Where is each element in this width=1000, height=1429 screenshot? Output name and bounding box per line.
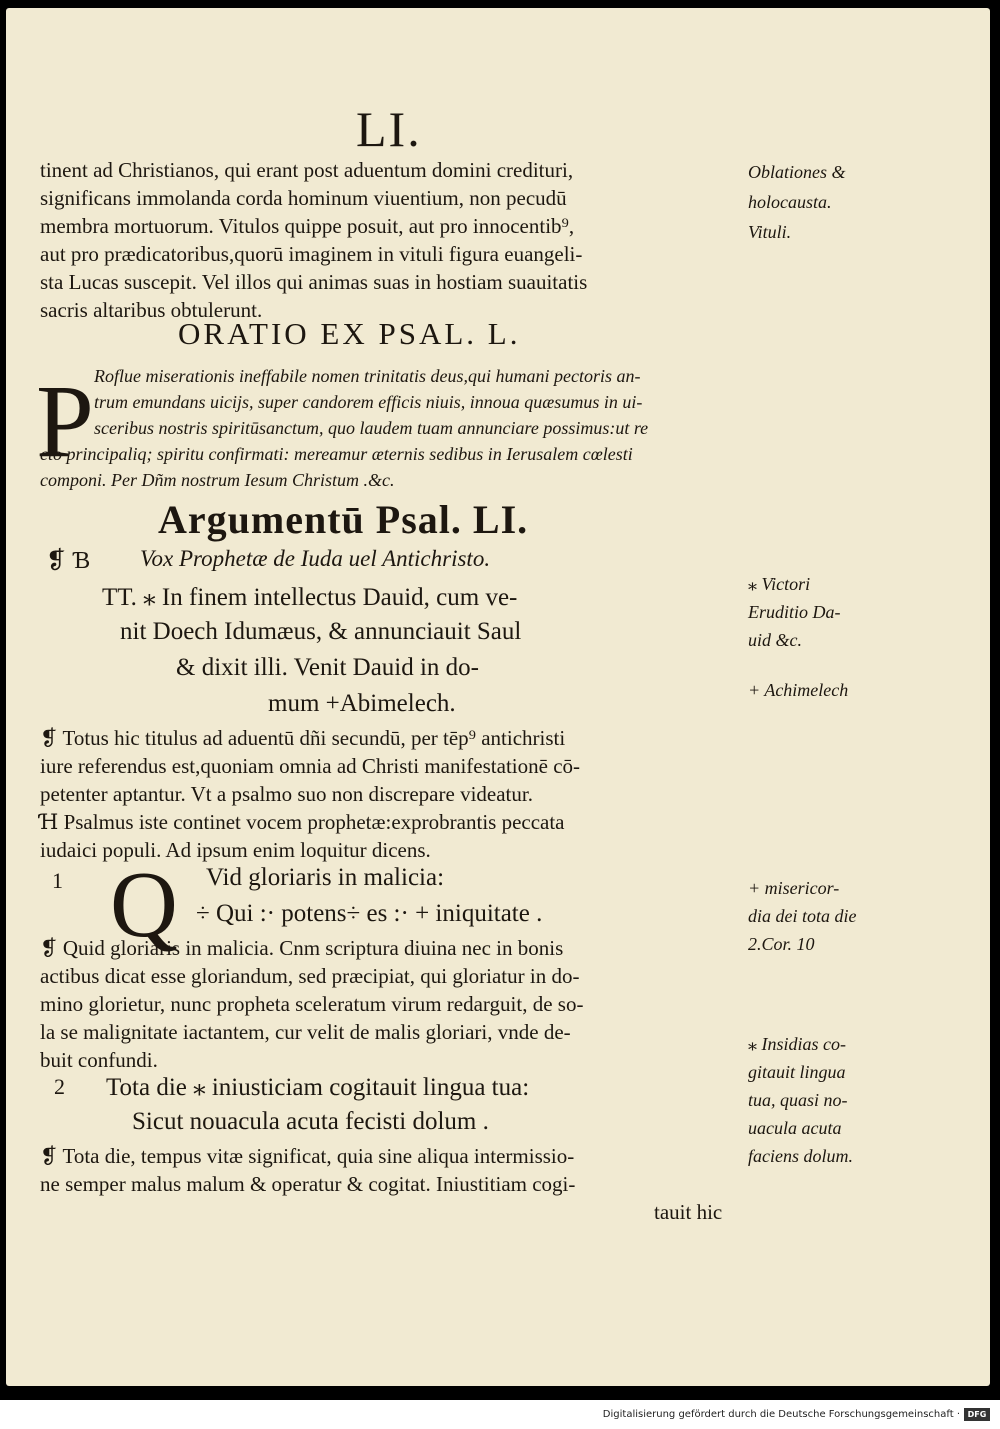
margin-note: + Achimelech [748, 680, 849, 700]
oration-initial: P [36, 364, 94, 479]
commentary-line: aut pro prædicatoribus,quorū imaginem in vituli figura euangeli- [40, 242, 583, 266]
argument-heading: Argumentū Psal. LI. [158, 497, 529, 542]
commentary-line: buit confundi. [40, 1048, 158, 1072]
book-page [6, 8, 990, 1386]
margin-note: holocausta. [748, 192, 832, 212]
margin-note: 2.Cor. 10 [748, 934, 815, 954]
commentary-line: ne semper malus malum & operatur & cogitat. Iniustitiam cogi- [40, 1172, 576, 1196]
margin-note: tua, quasi no- [748, 1090, 848, 1110]
psalm-title-line: TT. ⁎ In finem intellectus Dauid, cum ve- [102, 584, 518, 611]
margin-note: + misericor- [748, 878, 840, 898]
margin-note: faciens dolum. [748, 1146, 853, 1166]
vox-marks: ❡ Ɓ [46, 548, 91, 574]
commentary-line: significans immolanda corda hominum viuentium, non pecudū [40, 186, 567, 210]
verse-line: ÷ Qui :· potens÷ es :· + iniquitate . [196, 900, 543, 927]
verse-line: Sicut nouacula acuta fecisti dolum . [132, 1108, 489, 1135]
margin-note: ⁎ Victori [748, 574, 811, 594]
margin-note: ⁎ Insidias co- [748, 1034, 846, 1054]
folio-number: LI. [356, 101, 422, 157]
commentary-line: actibus dicat esse gloriandum, sed præcipiat, qui gloriatur in do- [40, 964, 580, 988]
commentary-line: ❡ Tota die, tempus vitæ significat, quia sine aliqua intermissio- [40, 1144, 575, 1168]
commentary-line: iure referendus est,quoniam omnia ad Christi manifestationē cō- [40, 754, 581, 778]
verse-line: Vid gloriaris in malicia: [206, 864, 445, 891]
psalm-title-line: mum +Abimelech. [268, 690, 456, 717]
margin-note: dia dei tota die [748, 906, 857, 926]
verse-number: 2 [54, 1074, 65, 1099]
commentary-line: ❡ Quid gloriaris in malicia. Cnm scriptura diuina nec in bonis [40, 936, 564, 960]
dfg-logo: DFG [964, 1408, 990, 1421]
margin-note: uacula acuta [748, 1118, 842, 1138]
catchword: tauit hic [654, 1200, 723, 1224]
verse-line: Tota die ⁎ iniusticiam cogitauit lingua tua: [106, 1074, 530, 1101]
oration-line: trum emundans uicijs, super candorem efficis niuis, innoua quæsumus in ui- [94, 392, 643, 412]
oration-heading: ORATIO EX PSAL. L. [178, 316, 521, 351]
oration-line: cto principaliq; spiritu confirmati: mereamur æternis sedibus in Ierusalem cœlesti [40, 444, 633, 464]
verse-initial: Q [110, 853, 178, 957]
commentary-line: ❡ Totus hic titulus ad aduentū dñi secundū, per tēp⁹ antichristi [40, 726, 566, 750]
margin-note: Vituli. [748, 222, 792, 242]
vox-line: Vox Prophetæ de Iuda uel Antichristo. [140, 546, 491, 571]
oration-line: Roflue miserationis ineffabile nomen trinitatis deus,qui humani pectoris an- [94, 366, 641, 386]
footer-credit: Digitalisierung gefördert durch die Deutsche Forschungsgemeinschaft · [602, 1409, 960, 1420]
commentary-line: sta Lucas suscepit. Vel illos qui animas suas in hostiam suauitatis [40, 270, 588, 294]
margin-note: gitauit lingua [748, 1062, 846, 1082]
oration-line: componi. Per Dñm nostrum Iesum Christum .&c. [40, 470, 395, 490]
psalm-title-line: nit Doech Idumæus, & annunciauit Saul [120, 618, 522, 645]
commentary-line: sacris altaribus obtulerunt. [40, 298, 263, 322]
margin-note: Oblationes & [748, 162, 846, 182]
footer-bar [0, 1400, 1000, 1429]
commentary-line: petenter aptantur. Vt a psalmo suo non discrepare videatur. [40, 782, 533, 806]
oration-line: sceribus nostris spiritūsanctum, quo laudem tuam annunciare possimus:ut re [94, 418, 649, 438]
margin-note: uid &c. [748, 630, 802, 650]
commentary-line: mino glorietur, nunc propheta sceleratum virum redarguit, de so- [40, 992, 584, 1016]
margin-note: Eruditio Da- [748, 602, 841, 622]
commentary-line: la se malignitate iactantem, cur velit de malis gloriari, vnde de- [40, 1020, 571, 1044]
commentary-line: membra mortuorum. Vitulos quippe posuit, aut pro innocentib⁹, [40, 214, 575, 238]
commentary-line: Ɦ Psalmus iste continet vocem prophetæ:exprobrantis peccata [40, 810, 565, 834]
commentary-line: iudaici populi. Ad ipsum enim loquitur dicens. [40, 838, 431, 862]
verse-number: 1 [52, 868, 63, 893]
psalm-title-line: & dixit illi. Venit Dauid in do- [176, 654, 480, 681]
commentary-line: tinent ad Christianos, qui erant post aduentum domini credituri, [40, 158, 574, 182]
